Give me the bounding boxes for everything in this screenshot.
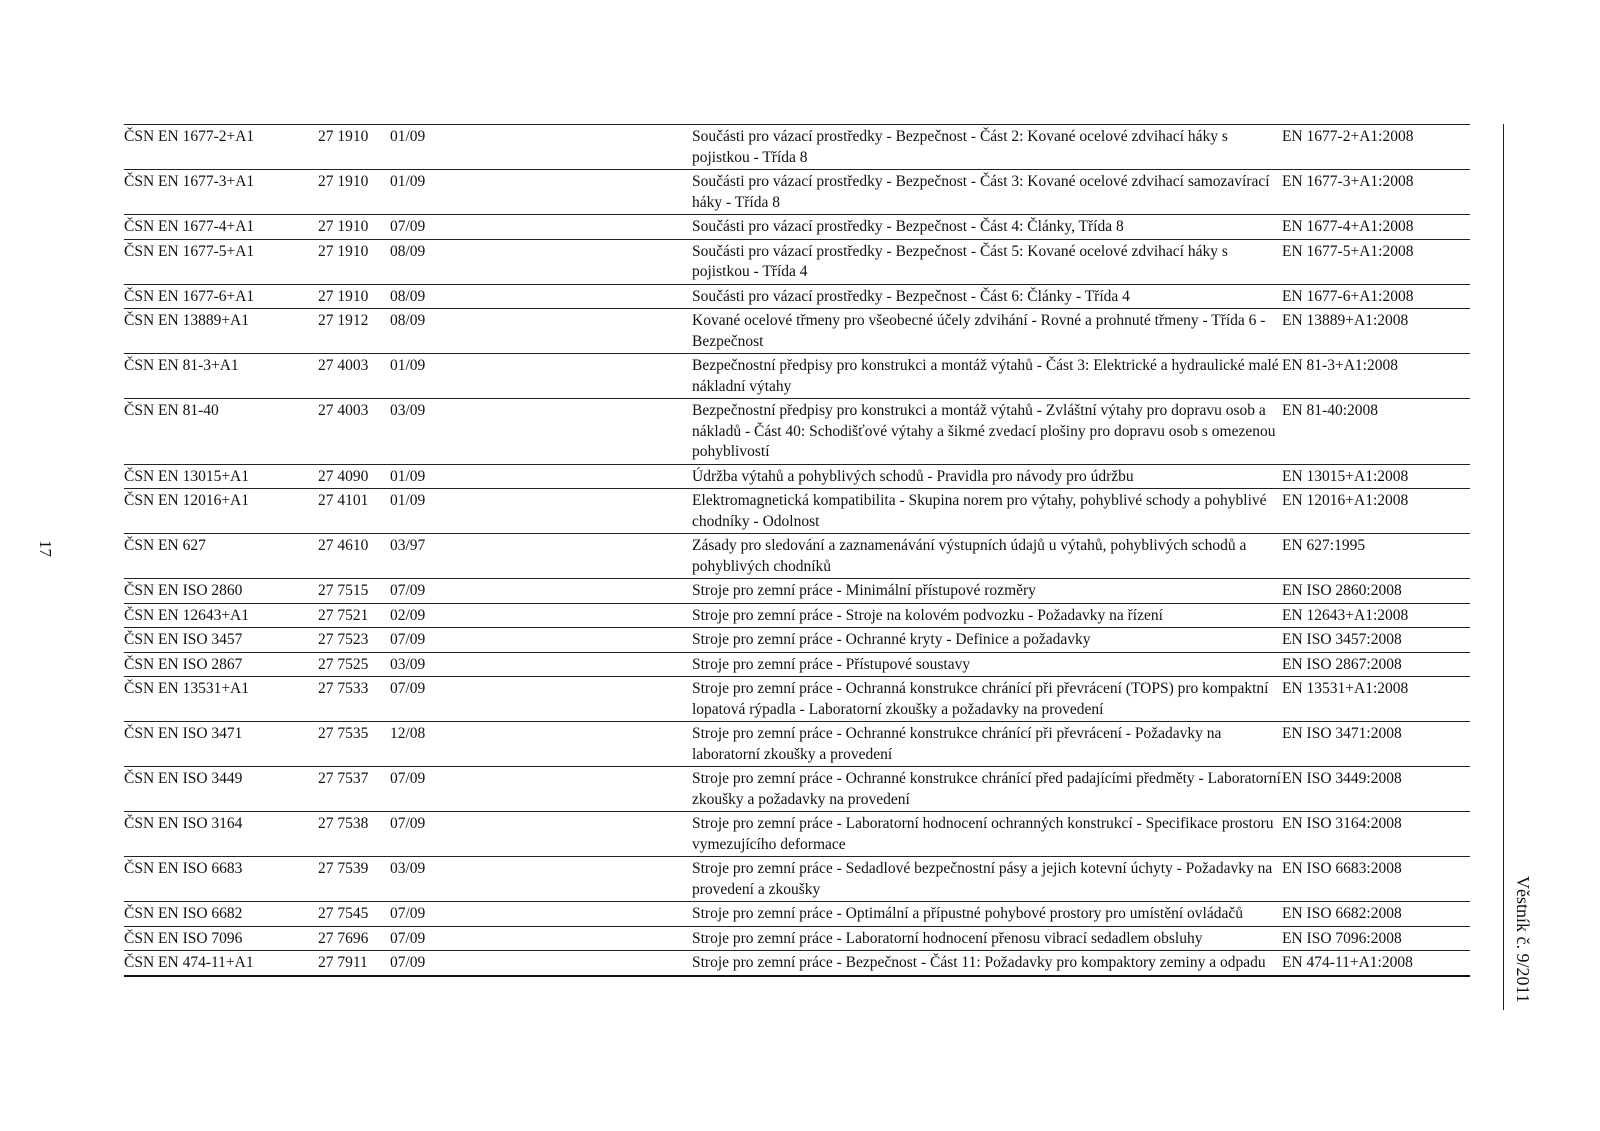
en-standard-cell: EN 81-40:2008 xyxy=(1282,399,1470,465)
issue-date-cell: 01/09 xyxy=(390,125,692,170)
issue-date-cell: 03/09 xyxy=(390,857,692,902)
title-cell: Stroje pro zemní práce - Ochranné kryty - Definice a požadavky xyxy=(692,628,1282,653)
csn-number-cell: ČSN EN 13015+A1 xyxy=(124,464,318,489)
csn-number-cell: ČSN EN ISO 6683 xyxy=(124,857,318,902)
title-cell: Stroje pro zemní práce - Laboratorní hodnocení přenosu vibrací sedadlem obsluhy xyxy=(692,926,1282,951)
classification-cell: 27 7539 xyxy=(318,857,390,902)
classification-cell: 27 7515 xyxy=(318,579,390,604)
title-cell: Stroje pro zemní práce - Přístupové soustavy xyxy=(692,652,1282,677)
title-cell: Stroje pro zemní práce - Minimální přístupové rozměry xyxy=(692,579,1282,604)
csn-number-cell: ČSN EN 474-11+A1 xyxy=(124,951,318,976)
issue-date-cell: 07/09 xyxy=(390,215,692,240)
title-cell: Stroje pro zemní práce - Ochranné konstrukce chránící při převrácení - Požadavky na laboratorní zkoušky a provedení xyxy=(692,722,1282,767)
classification-cell: 27 1912 xyxy=(318,309,390,354)
classification-cell: 27 7538 xyxy=(318,812,390,857)
en-standard-cell: EN 1677-5+A1:2008 xyxy=(1282,239,1470,284)
classification-cell: 27 7525 xyxy=(318,652,390,677)
issue-date-cell: 03/09 xyxy=(390,652,692,677)
classification-cell: 27 7533 xyxy=(318,677,390,722)
classification-cell: 27 7911 xyxy=(318,951,390,976)
csn-number-cell: ČSN EN ISO 7096 xyxy=(124,926,318,951)
table-row xyxy=(124,677,1470,722)
classification-cell: 27 7537 xyxy=(318,767,390,812)
csn-number-cell: ČSN EN ISO 3164 xyxy=(124,812,318,857)
en-standard-cell: EN 1677-3+A1:2008 xyxy=(1282,170,1470,215)
classification-cell: 27 4003 xyxy=(318,399,390,465)
table-row xyxy=(124,464,1470,489)
en-standard-cell: EN 12016+A1:2008 xyxy=(1282,489,1470,534)
issue-date-cell: 07/09 xyxy=(390,628,692,653)
table-row xyxy=(124,722,1470,767)
title-cell: Součásti pro vázací prostředky - Bezpečnost - Část 5: Kované ocelové zdvihací háky s pojistkou - Třída 4 xyxy=(692,239,1282,284)
csn-number-cell: ČSN EN ISO 2867 xyxy=(124,652,318,677)
en-standard-cell: EN 1677-4+A1:2008 xyxy=(1282,215,1470,240)
title-cell: Stroje pro zemní práce - Optimální a přípustné pohybové prostory pro umístění ovládačů xyxy=(692,902,1282,927)
csn-number-cell: ČSN EN 1677-5+A1 xyxy=(124,239,318,284)
classification-cell: 27 1910 xyxy=(318,170,390,215)
en-standard-cell: EN 12643+A1:2008 xyxy=(1282,603,1470,628)
issue-date-cell: 03/09 xyxy=(390,399,692,465)
csn-number-cell: ČSN EN 12016+A1 xyxy=(124,489,318,534)
issue-date-cell: 07/09 xyxy=(390,951,692,976)
en-standard-cell: EN 1677-6+A1:2008 xyxy=(1282,284,1470,309)
issue-date-cell: 01/09 xyxy=(390,170,692,215)
csn-number-cell: ČSN EN ISO 6682 xyxy=(124,902,318,927)
en-standard-cell: EN ISO 2867:2008 xyxy=(1282,652,1470,677)
classification-cell: 27 7545 xyxy=(318,902,390,927)
table-row xyxy=(124,902,1470,927)
margin-rule xyxy=(1503,124,1504,1010)
csn-number-cell: ČSN EN 13531+A1 xyxy=(124,677,318,722)
issue-date-cell: 07/09 xyxy=(390,902,692,927)
classification-cell: 27 4090 xyxy=(318,464,390,489)
table-row xyxy=(124,125,1470,170)
issue-date-cell: 12/08 xyxy=(390,722,692,767)
table-row xyxy=(124,628,1470,653)
csn-number-cell: ČSN EN 1677-6+A1 xyxy=(124,284,318,309)
classification-cell: 27 1910 xyxy=(318,239,390,284)
title-cell: Součásti pro vázací prostředky - Bezpečnost - Část 3: Kované ocelové zdvihací samozavírací háky - Třída 8 xyxy=(692,170,1282,215)
table-row xyxy=(124,399,1470,465)
en-standard-cell: EN 13889+A1:2008 xyxy=(1282,309,1470,354)
table-row xyxy=(124,812,1470,857)
issue-date-cell: 07/09 xyxy=(390,579,692,604)
title-cell: Kované ocelové třmeny pro všeobecné účely zdvihání - Rovné a prohnuté třmeny - Třída 6 - Bezpečnost xyxy=(692,309,1282,354)
classification-cell: 27 7535 xyxy=(318,722,390,767)
table-row xyxy=(124,284,1470,309)
en-standard-cell: EN ISO 2860:2008 xyxy=(1282,579,1470,604)
title-cell: Stroje pro zemní práce - Ochranná konstrukce chránící při převrácení (TOPS) pro kompaktní lopatová rýpadla - Laboratorní zkoušky a požadavky na provedení xyxy=(692,677,1282,722)
issue-date-cell: 07/09 xyxy=(390,767,692,812)
table-row xyxy=(124,579,1470,604)
issue-date-cell: 01/09 xyxy=(390,489,692,534)
table-row xyxy=(124,767,1470,812)
table-row xyxy=(124,309,1470,354)
en-standard-cell: EN 81-3+A1:2008 xyxy=(1282,354,1470,399)
classification-cell: 27 1910 xyxy=(318,125,390,170)
en-standard-cell: EN 627:1995 xyxy=(1282,534,1470,579)
csn-number-cell: ČSN EN 13889+A1 xyxy=(124,309,318,354)
issue-date-cell: 02/09 xyxy=(390,603,692,628)
table-row xyxy=(124,170,1470,215)
issue-date-cell: 01/09 xyxy=(390,354,692,399)
en-standard-cell: EN ISO 6682:2008 xyxy=(1282,902,1470,927)
table-row xyxy=(124,215,1470,240)
issue-date-cell: 07/09 xyxy=(390,812,692,857)
classification-cell: 27 4101 xyxy=(318,489,390,534)
title-cell: Stroje pro zemní práce - Bezpečnost - Část 11: Požadavky pro kompaktory zeminy a odpadu xyxy=(692,951,1282,976)
classification-cell: 27 7521 xyxy=(318,603,390,628)
classification-cell: 27 4610 xyxy=(318,534,390,579)
table-row xyxy=(124,489,1470,534)
table-row xyxy=(124,951,1470,976)
title-cell: Stroje pro zemní práce - Sedadlové bezpečnostní pásy a jejich kotevní úchyty - Požadavky na provedení a zkoušky xyxy=(692,857,1282,902)
title-cell: Stroje pro zemní práce - Ochranné konstrukce chránící před padajícími předměty - Laboratorní zkoušky a požadavky na provedení xyxy=(692,767,1282,812)
en-standard-cell: EN 13015+A1:2008 xyxy=(1282,464,1470,489)
page-number: 17 xyxy=(36,540,55,557)
title-cell: Údržba výtahů a pohyblivých schodů - Pravidla pro návody pro údržbu xyxy=(692,464,1282,489)
en-standard-cell: EN ISO 3471:2008 xyxy=(1282,722,1470,767)
title-cell: Elektromagnetická kompatibilita - Skupina norem pro výtahy, pohyblivé schody a pohyblivé chodníky - Odolnost xyxy=(692,489,1282,534)
title-cell: Bezpečnostní předpisy pro konstrukci a montáž výtahů - Zvláštní výtahy pro dopravu osob a nákladů - Část 40: Schodišťové výtahy a šikmé zvedací plošiny pro dopravu osob s omezenou pohyblivostí xyxy=(692,399,1282,465)
table-row xyxy=(124,603,1470,628)
issue-date-cell: 08/09 xyxy=(390,284,692,309)
classification-cell: 27 4003 xyxy=(318,354,390,399)
csn-number-cell: ČSN EN 1677-3+A1 xyxy=(124,170,318,215)
table-row xyxy=(124,239,1470,284)
table-row xyxy=(124,354,1470,399)
bulletin-label: Věstník č. 9/2011 xyxy=(1513,876,1533,1003)
title-cell: Stroje pro zemní práce - Laboratorní hodnocení ochranných konstrukcí - Specifikace prostoru vymezujícího deformace xyxy=(692,812,1282,857)
en-standard-cell: EN ISO 3164:2008 xyxy=(1282,812,1470,857)
table-row xyxy=(124,857,1470,902)
en-standard-cell: EN ISO 6683:2008 xyxy=(1282,857,1470,902)
table-row xyxy=(124,652,1470,677)
classification-cell: 27 7523 xyxy=(318,628,390,653)
en-standard-cell: EN ISO 3457:2008 xyxy=(1282,628,1470,653)
csn-number-cell: ČSN EN 1677-4+A1 xyxy=(124,215,318,240)
classification-cell: 27 1910 xyxy=(318,215,390,240)
issue-date-cell: 01/09 xyxy=(390,464,692,489)
standards-table-body xyxy=(124,125,1470,976)
title-cell: Součásti pro vázací prostředky - Bezpečnost - Část 2: Kované ocelové zdvihací háky s pojistkou - Třída 8 xyxy=(692,125,1282,170)
title-cell: Bezpečnostní předpisy pro konstrukci a montáž výtahů - Část 3: Elektrické a hydraulické malé nákladní výtahy xyxy=(692,354,1282,399)
csn-number-cell: ČSN EN 1677-2+A1 xyxy=(124,125,318,170)
en-standard-cell: EN 1677-2+A1:2008 xyxy=(1282,125,1470,170)
title-cell: Zásady pro sledování a zaznamenávání výstupních údajů u výtahů, pohyblivých schodů a pohyblivých chodníků xyxy=(692,534,1282,579)
en-standard-cell: EN ISO 3449:2008 xyxy=(1282,767,1470,812)
csn-number-cell: ČSN EN 627 xyxy=(124,534,318,579)
standards-table xyxy=(124,124,1470,977)
title-cell: Součásti pro vázací prostředky - Bezpečnost - Část 4: Články, Třída 8 xyxy=(692,215,1282,240)
issue-date-cell: 08/09 xyxy=(390,239,692,284)
classification-cell: 27 1910 xyxy=(318,284,390,309)
csn-number-cell: ČSN EN 81-40 xyxy=(124,399,318,465)
issue-date-cell: 03/97 xyxy=(390,534,692,579)
classification-cell: 27 7696 xyxy=(318,926,390,951)
issue-date-cell: 07/09 xyxy=(390,926,692,951)
csn-number-cell: ČSN EN 81-3+A1 xyxy=(124,354,318,399)
en-standard-cell: EN 474-11+A1:2008 xyxy=(1282,951,1470,976)
issue-date-cell: 07/09 xyxy=(390,677,692,722)
table-row xyxy=(124,534,1470,579)
csn-number-cell: ČSN EN ISO 3457 xyxy=(124,628,318,653)
title-cell: Součásti pro vázací prostředky - Bezpečnost - Část 6: Články - Třída 4 xyxy=(692,284,1282,309)
table-row xyxy=(124,926,1470,951)
csn-number-cell: ČSN EN ISO 3471 xyxy=(124,722,318,767)
en-standard-cell: EN ISO 7096:2008 xyxy=(1282,926,1470,951)
csn-number-cell: ČSN EN 12643+A1 xyxy=(124,603,318,628)
en-standard-cell: EN 13531+A1:2008 xyxy=(1282,677,1470,722)
issue-date-cell: 08/09 xyxy=(390,309,692,354)
title-cell: Stroje pro zemní práce - Stroje na kolovém podvozku - Požadavky na řízení xyxy=(692,603,1282,628)
csn-number-cell: ČSN EN ISO 3449 xyxy=(124,767,318,812)
csn-number-cell: ČSN EN ISO 2860 xyxy=(124,579,318,604)
